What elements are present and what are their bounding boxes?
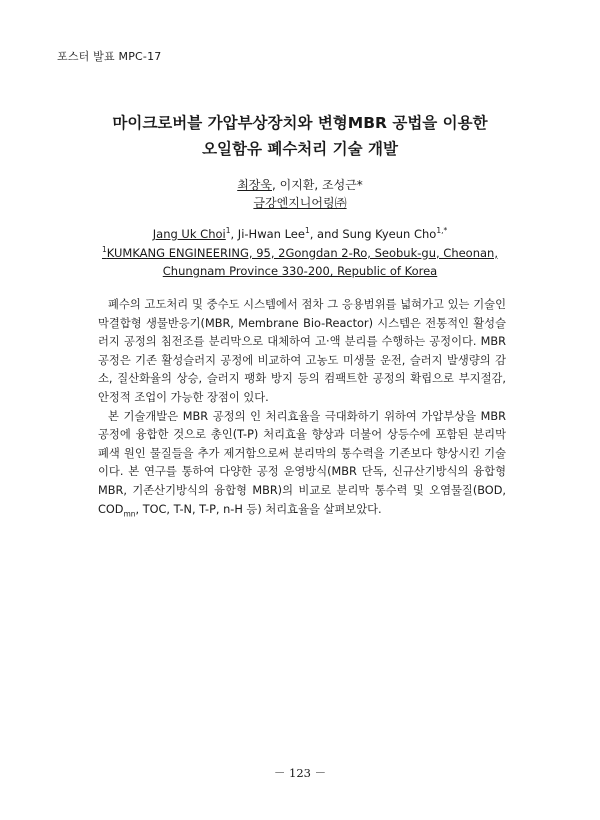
author2-sup: 1	[304, 226, 310, 236]
author-names-ko	[0, 176, 600, 194]
affiliation-en-text-2: Chungnam Province 330-200, Republic of Korea	[162, 264, 438, 278]
session-label: 포스터 발표 MPC-17	[57, 50, 162, 63]
author3-en: , and Sung Kyeun Cho	[309, 227, 437, 241]
co-authors-ko: , 이지환, 조성근*	[271, 178, 363, 192]
presenting-author-ko: 최장욱	[237, 178, 272, 192]
abstract-paragraph-2	[98, 408, 506, 520]
author2-en: , Ji-Hwan Lee	[230, 227, 305, 241]
author1-sup: 1	[225, 226, 231, 236]
affiliation-ko	[0, 194, 600, 212]
title-line-2: 오일함유 폐수처리 기술 개발	[202, 140, 398, 158]
presenting-author-en: Jang Uk Choi	[152, 227, 226, 241]
title-line-1: 마이크로버블 가압부상장치와 변형MBR 공법을 이용한	[112, 114, 488, 132]
authors-korean	[0, 176, 600, 212]
affiliation-en-line-1	[0, 244, 600, 263]
abstract-p2-tail: , TOC, T-N, T-P, n-H 등) 처리효율을 살펴보았다.	[135, 502, 382, 516]
author-names-en	[0, 225, 600, 244]
affiliation-ko-text: 금강엔지니어링㈜	[253, 196, 347, 210]
abstract-paragraph-1: 폐수의 고도처리 및 중수도 시스템에서 점차 그 응용범위를 넓혀가고 있는 기술인 막결합형 생물반응기(MBR, Membrane Bio-Reactor) 시스템은 전통적인 활성슬러지 공정의 침전조를 분리막으로 대체하여 고·액 분리를 수행하는 공정이다. MBR 공정은 기존 활성슬러지 공정에 비교하여 고농도 미생물 운전, 슬러지 발생량의 감소, 질산화율의 상승, 슬러지 팽화 방지 등의 컴팩트한 공정의 확립으로 부지절감, 안정적 조업이 가능한 장점이 있다.	[98, 298, 506, 404]
page-number: － 123 －	[273, 766, 327, 780]
cod-subscript: mn	[123, 508, 136, 518]
abstract-p2-text: 본 기술개발은 MBR 공정의 인 처리효율을 극대화하기 위하여 가압부상을 MBR 공정에 융합한 것으로 총인(T-P) 처리효율 향상과 더불어 상등수에 포함된 분리막 폐색 원인 물질들을 추가 제거함으로써 분리막의 통수력을 기존보다 향상시킨 기술이다. 본 연구를 통하여 다양한 공정 운영방식(MBR 단독, 신규산기방식의 융합형 MBR, 기존산기방식의 융합형 MBR)의 비교로 분리막 통수력 및 오염물질(BOD, COD	[98, 409, 506, 516]
paper-title	[0, 110, 600, 162]
affiliation-en-text-1: KUMKANG ENGINEERING, 95, 2Gongdan 2-Ro, Seobuk-gu, Cheonan,	[106, 245, 499, 260]
affil-sup: 1	[101, 244, 107, 254]
authors-english	[0, 225, 600, 281]
author3-sup: 1,*	[436, 226, 448, 236]
affiliation-en-line-2	[0, 262, 600, 281]
abstract-body	[98, 296, 506, 519]
